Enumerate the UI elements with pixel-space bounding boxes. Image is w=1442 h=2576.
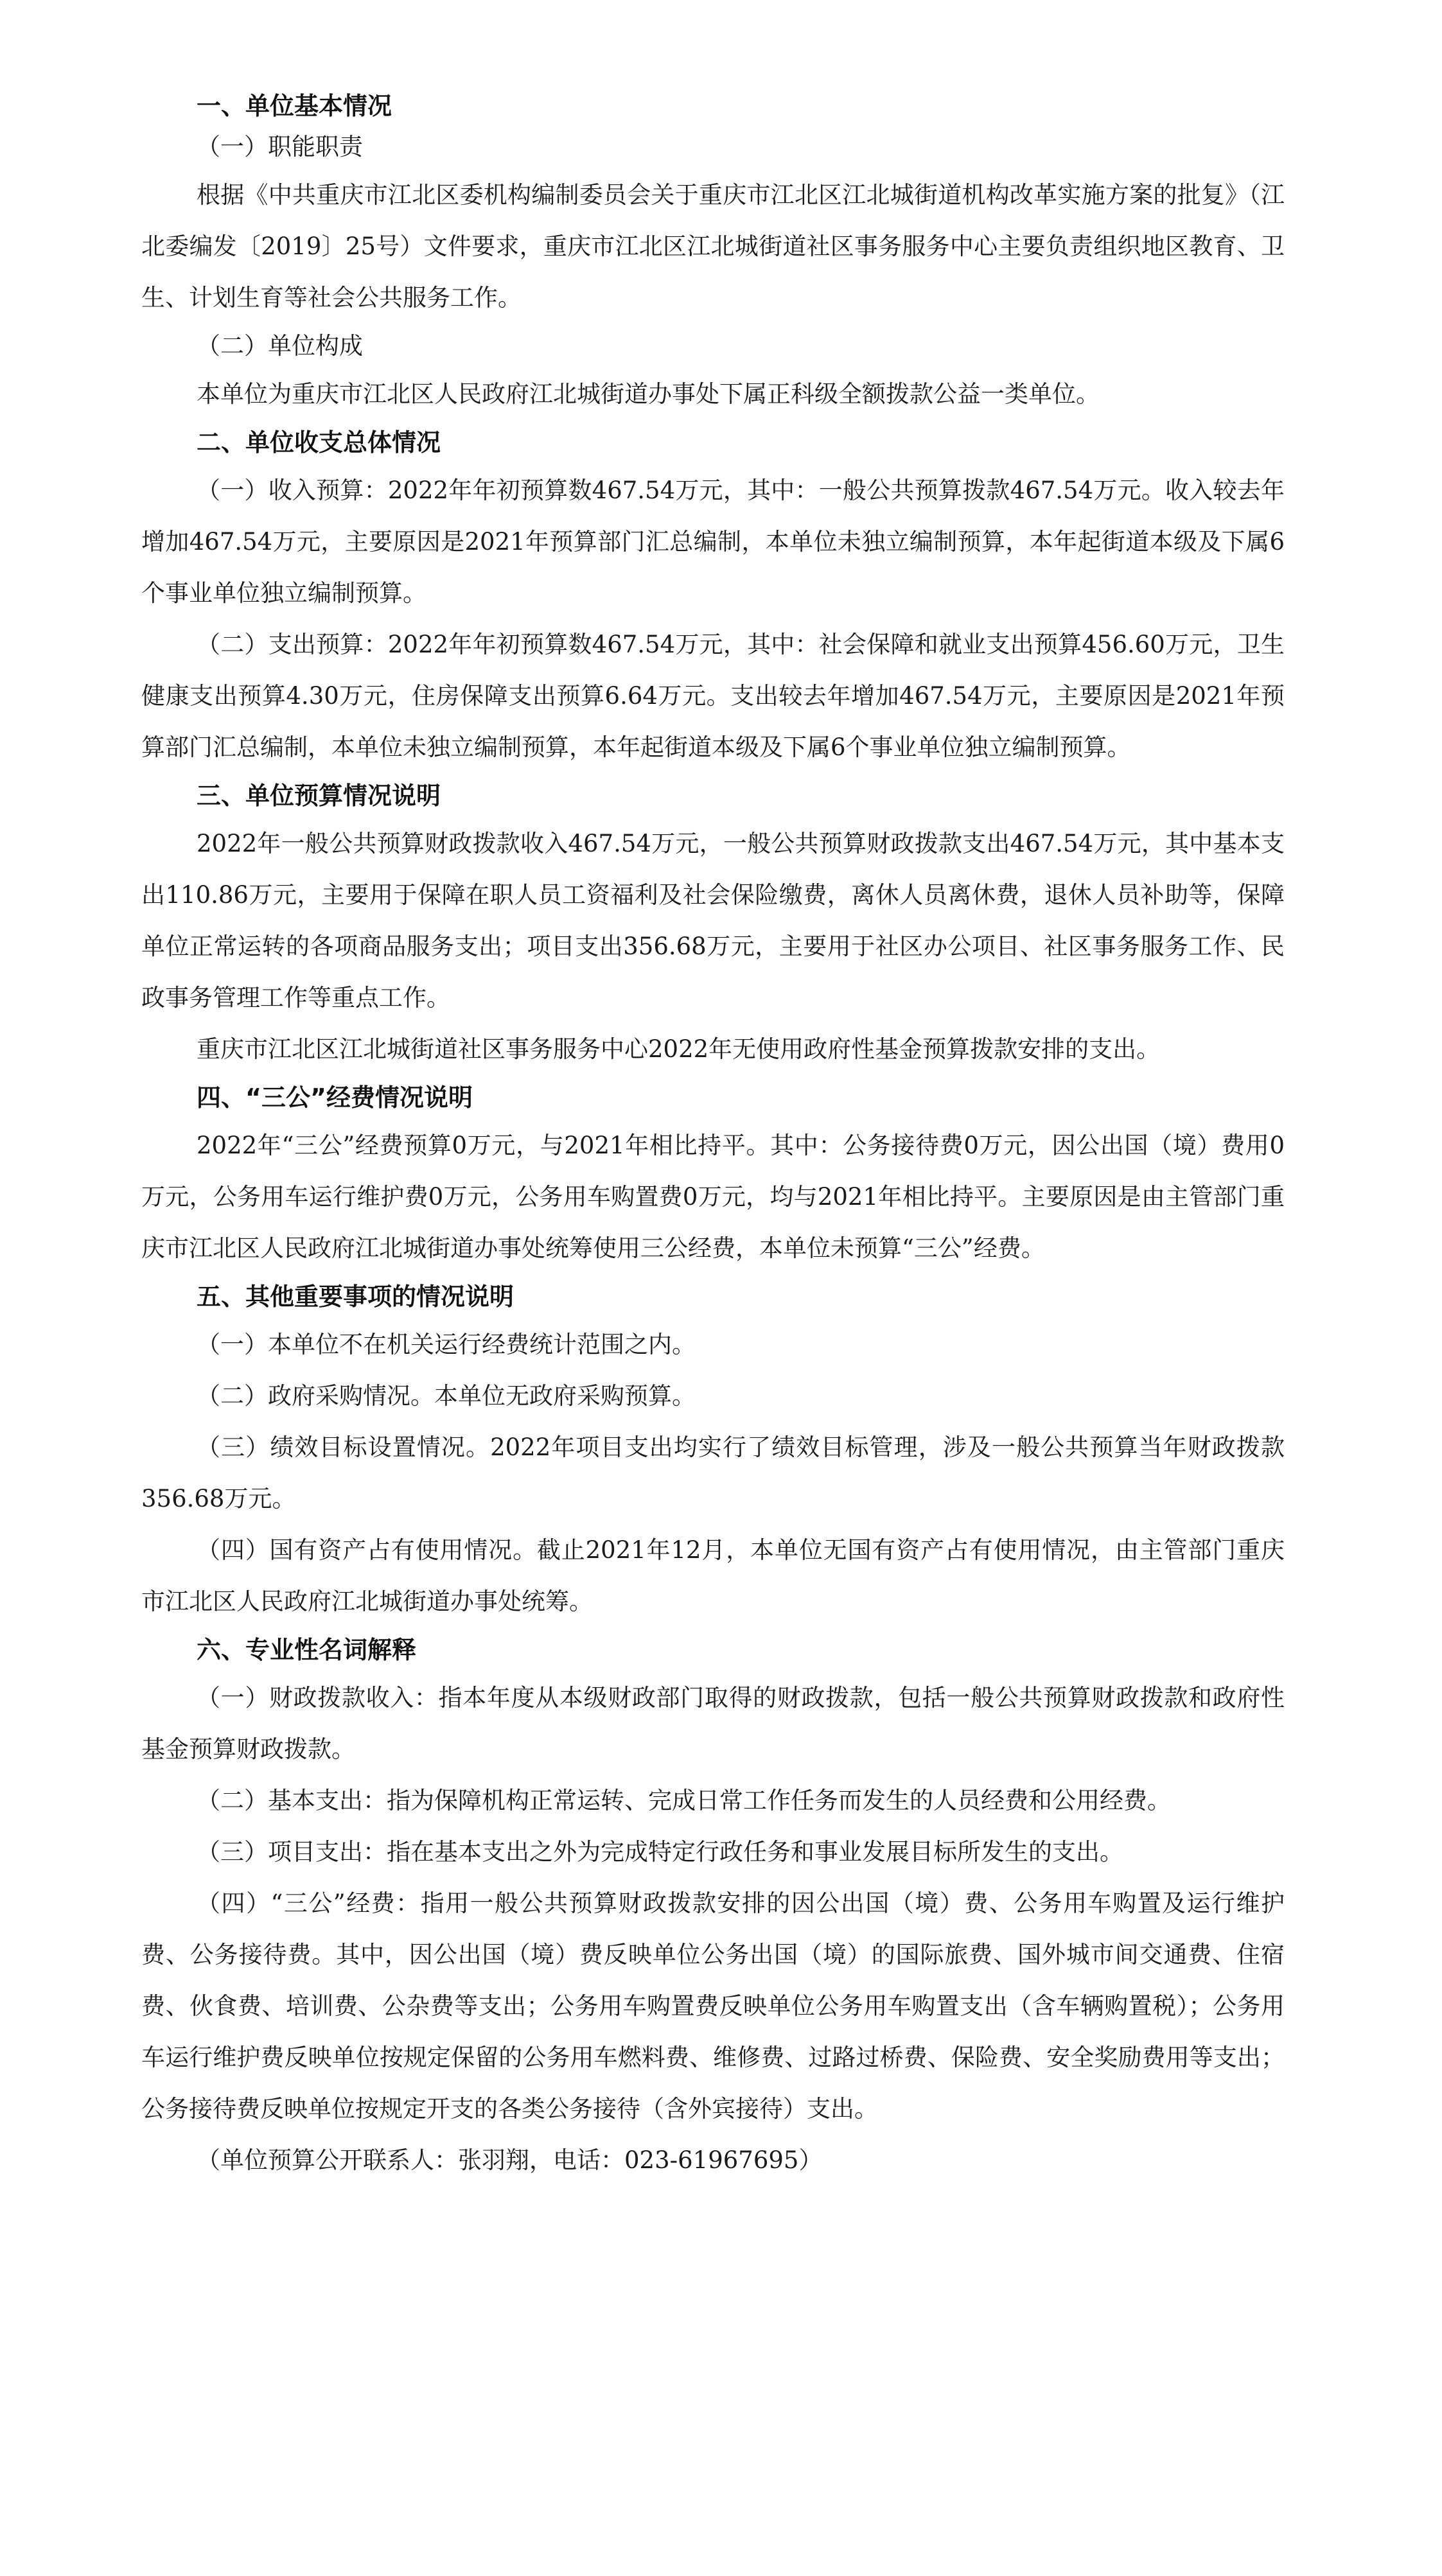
section-heading-three-public: 四、“三公”经费情况说明 [197, 1083, 473, 1112]
paragraph-income-budget: （一）收入预算：2022年年初预算数467.54万元，其中：一般公共预算拨款467.54万元。收入较去年增加467.54万元，主要原因是2021年预算部门汇总编制，本单位未独立编制预算，本年起街道本级及下属6个事业单位独立编制预算。 [141, 477, 1285, 607]
glossary-basic-expenditure: （二）基本支出：指为保障机构正常运转、完成日常工作任务而发生的人员经费和公用经费。 [197, 1787, 1171, 1814]
paragraph-government-fund: 重庆市江北区江北城街道社区事务服务中心2022年无使用政府性基金预算拨款安排的支出。 [197, 1035, 1161, 1063]
paragraph-composition: 本单位为重庆市江北区人民政府江北城街道办事处下属正科级全额拨款公益一类单位。 [197, 380, 1100, 408]
glossary-fiscal-appropriation: （一）财政拨款收入：指本年度从本级财政部门取得的财政拨款，包括一般公共预算财政拨款和政府性基金预算财政拨款。 [141, 1684, 1285, 1763]
section-heading-other-matters: 五、其他重要事项的情况说明 [197, 1283, 514, 1311]
paragraph-three-public: 2022年“三公”经费预算0万元，与2021年相比持平。其中：公务接待费0万元，因公出国（境）费用0万元，公务用车运行维护费0万元，公务用车购置费0万元，均与2021年相比持平。主要原因是由主管部门重庆市江北区人民政府江北城街道办事处统筹使用三公经费，本单位未预算“三公”经费。 [141, 1132, 1285, 1262]
paragraph-state-assets: （四）国有资产占有使用情况。截止2021年12月，本单位无国有资产占有使用情况，由主管部门重庆市江北区人民政府江北城街道办事处统筹。 [141, 1536, 1285, 1615]
subheading-composition: （二）单位构成 [197, 332, 363, 360]
paragraph-procurement: （二）政府采购情况。本单位无政府采购预算。 [197, 1382, 696, 1410]
paragraph-budget-explanation: 2022年一般公共预算财政拨款收入467.54万元，一般公共预算财政拨款支出467.54万元，其中基本支出110.86万元，主要用于保障在职人员工资福利及社会保险缴费，离休人员离休费，退休人员补助等，保障单位正常运转的各项商品服务支出；项目支出356.68万元，主要用于社区办公项目、社区事务服务工作、民政事务管理工作等重点工作。 [141, 830, 1285, 1012]
contact-line: （单位预算公开联系人：张羽翔，电话：023-61967695） [197, 2146, 823, 2174]
section-heading-glossary: 六、专业性名词解释 [197, 1636, 417, 1664]
section-heading-income-expense: 二、单位收支总体情况 [197, 428, 441, 457]
paragraph-expense-budget: （二）支出预算：2022年年初预算数467.54万元，其中：社会保障和就业支出预算456.60万元，卫生健康支出预算4.30万元，住房保障支出预算6.64万元。支出较去年增加467.54万元，主要原因是2021年预算部门汇总编制，本单位未独立编制预算，本年起街道本级及下属6个事业单位独立编制预算。 [141, 631, 1285, 761]
glossary-three-public: （四）“三公”经费：指用一般公共预算财政拨款安排的因公出国（境）费、公务用车购置及运行维护费、公务接待费。其中，因公出国（境）费反映单位公务出国（境）的国际旅费、国外城市间交通费、住宿费、伙食费、培训费、公杂费等支出；公务用车购置费反映单位公务用车购置支出（含车辆购置税）；公务用车运行维护费反映单位按规定保留的公务用车燃料费、维修费、过路过桥费、保险费、安全奖励费用等支出；公务接待费反映单位按规定开支的各类公务接待（含外宾接待）支出。 [141, 1889, 1285, 2123]
paragraph-performance-goals: （三）绩效目标设置情况。2022年项目支出均实行了绩效目标管理，涉及一般公共预算当年财政拨款356.68万元。 [141, 1433, 1285, 1512]
section-heading-basic-info: 一、单位基本情况 [197, 92, 392, 120]
paragraph-operating-funds: （一）本单位不在机关运行经费统计范围之内。 [197, 1331, 696, 1358]
section-heading-budget-explanation: 三、单位预算情况说明 [197, 782, 441, 810]
subheading-functions: （一）职能职责 [197, 133, 363, 161]
glossary-project-expenditure: （三）项目支出：指在基本支出之外为完成特定行政任务和事业发展目标所发生的支出。 [197, 1838, 1123, 1866]
paragraph-functions: 根据《中共重庆市江北区委机构编制委员会关于重庆市江北区江北城街道机构改革实施方案的批复》（江北委编发〔2019〕25号）文件要求，重庆市江北区江北城街道社区事务服务中心主要负责组织地区教育、卫生、计划生育等社会公共服务工作。 [141, 181, 1285, 311]
document-body [141, 83, 1285, 2186]
